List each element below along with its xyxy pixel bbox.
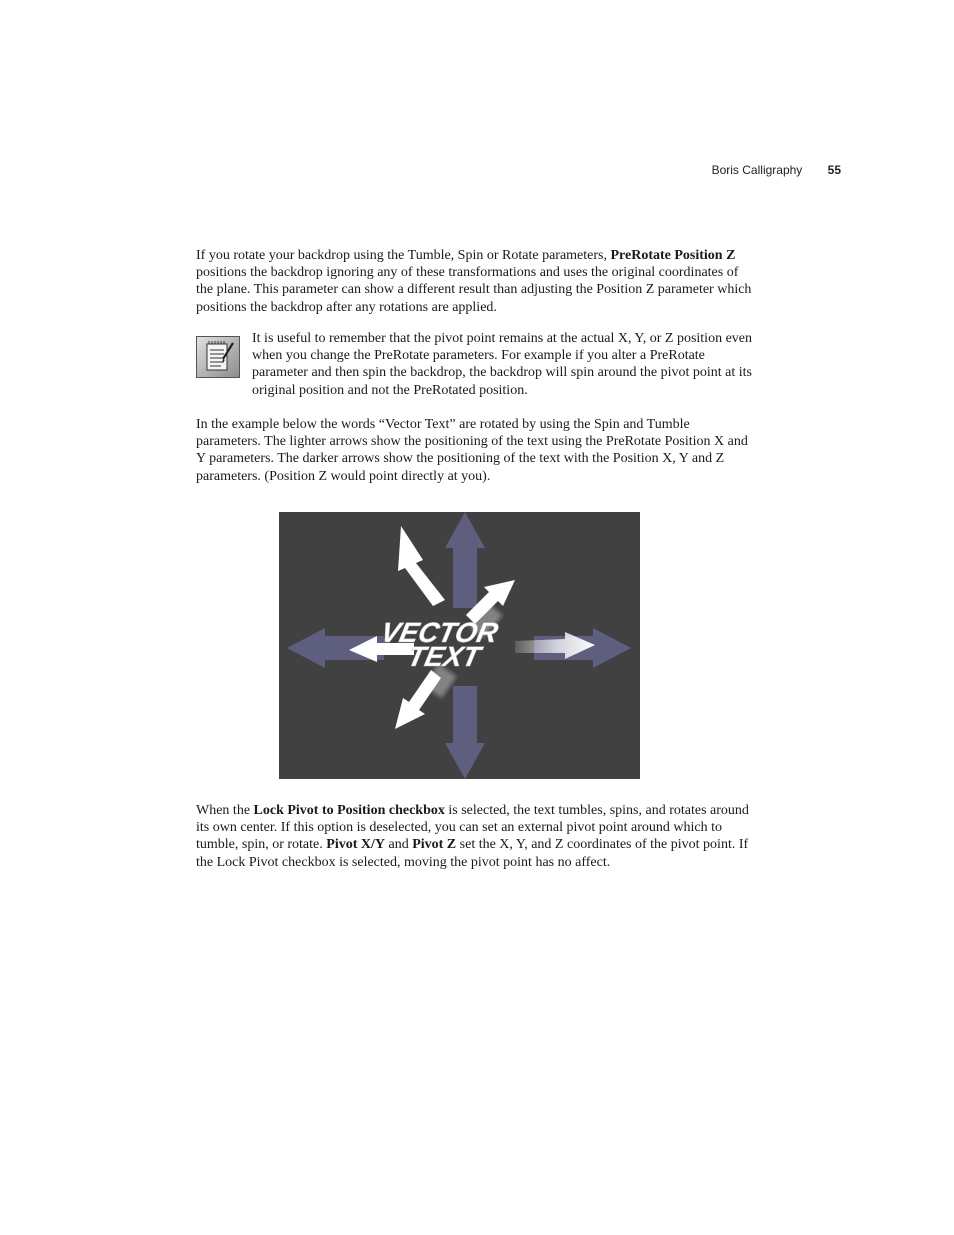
header-title: Boris Calligraphy — [711, 163, 803, 177]
notepad-icon — [196, 336, 240, 378]
p3-bold-lock-pivot: Lock Pivot to Position checkbox — [253, 803, 445, 818]
p3-bold-pivot-z: Pivot Z — [412, 837, 457, 853]
p3-bold-pivot-xy: Pivot X/Y — [326, 837, 385, 853]
note-text: It is useful to remember that the pivot point remains at the actual X, Y, or Z position even when you change the PreRotate parameters. For example if you alter a PreRotate parameter and then spin the backdrop, the backdrop will spin around the pivot point at its original position and not the PreRotated position. — [252, 331, 752, 398]
running-header — [712, 163, 841, 177]
p1-text-before: If you rotate your backdrop using the Tumble, Spin or Rotate parameters, — [196, 248, 611, 263]
p3-text-4: set the X, Y, and Z coordinates of the pivot point. If the Lock Pivot checkbox is selected, moving the pivot point has no affect. — [196, 837, 749, 870]
paragraph-example: In the example below the words “Vector Text” are rotated by using the Spin and Tumble parameters. The lighter arrows show the positioning of the text using the PreRotate Position X and Y parameters. The darker arrows show the positioning of the text with the Position X, Y and Z parameters. (Position Z would point directly at you). — [196, 417, 748, 484]
paragraph-lock-pivot — [196, 802, 756, 871]
p3-text-3: and — [384, 837, 413, 853]
vector-text-figure — [279, 512, 640, 779]
p1-bold-term: PreRotate Position Z — [610, 248, 736, 263]
vector-text-line2: TEXT — [405, 640, 484, 672]
page-number: 55 — [827, 163, 841, 177]
vector-text-line1: VECTOR — [378, 616, 501, 648]
p1-text-after: positions the backdrop ignoring any of these transformations and uses the original coordinates of the plane. This parameter can show a different result than adjusting the Position Z parameter which positions the backdrop after any rotations are applied. — [196, 265, 752, 315]
p3-text-1: When the — [196, 803, 254, 818]
p3-text-2: is selected, the text tumbles, spins, and rotates around its own center. If this option is deselected, you can set an external pivot point around which to tumble, spin, or rotate. — [196, 803, 749, 853]
paragraph-prerotate — [196, 247, 756, 316]
